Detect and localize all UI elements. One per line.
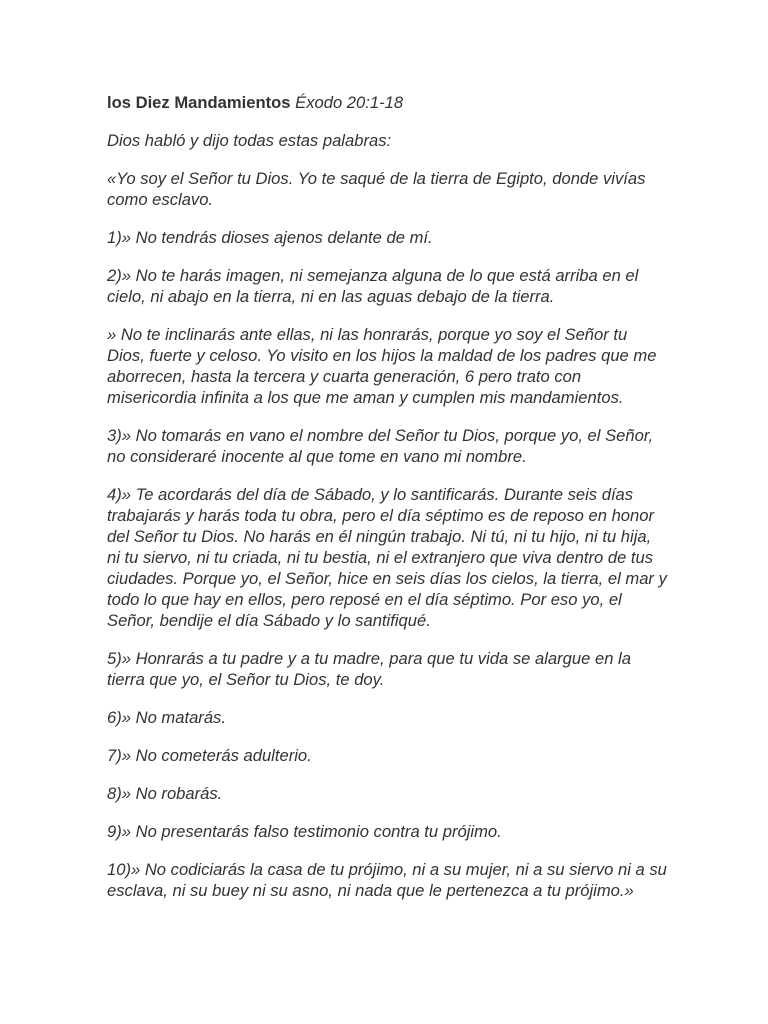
commandment-6: 6)» No matarás. <box>107 708 226 727</box>
commandment-8: 8)» No robarás. <box>107 784 223 803</box>
commandment-10: 10)» No codiciarás la casa de tu prójimo, ni a su mujer, ni a su siervo ni a su esclava, ni su buey ni su asno, ni nada que le pertenezca a tu prójimo.» <box>107 860 667 900</box>
document-page <box>107 92 667 918</box>
document-heading <box>107 92 667 113</box>
intro-paragraph: Dios habló y dijo todas estas palabras: <box>107 131 392 150</box>
scripture-reference: Éxodo 20:1-18 <box>295 93 404 112</box>
commandment-1: 1)» No tendrás dioses ajenos delante de mí. <box>107 228 433 247</box>
commandment-3: 3)» No tomarás en vano el nombre del Señor tu Dios, porque yo, el Señor, no consideraré inocente al que tome en vano mi nombre. <box>107 426 654 466</box>
commandment-5: 5)» Honrarás a tu padre y a tu madre, para que tu vida se alargue en la tierra que yo, el Señor tu Dios, te doy. <box>107 649 631 689</box>
document-title: los Diez Mandamientos <box>107 93 291 112</box>
commandment-9: 9)» No presentarás falso testimonio contra tu prójimo. <box>107 822 502 841</box>
commandment-2-continued: » No te inclinarás ante ellas, ni las honrarás, porque yo soy el Señor tu Dios, fuerte y celoso. Yo visito en los hijos la maldad de los padres que me aborrecen, hasta la tercera y cuarta generación, 6 pero trato con misericordia infinita a los que me aman y cumplen mis mandamientos. <box>107 325 657 407</box>
preamble-paragraph: «Yo soy el Señor tu Dios. Yo te saqué de la tierra de Egipto, donde vivías como esclavo. <box>107 169 646 209</box>
commandment-4: 4)» Te acordarás del día de Sábado, y lo santificarás. Durante seis días trabajarás y harás toda tu obra, pero el día séptimo es de reposo en honor del Señor tu Dios. No harás en él ningún trabajo. Ni tú, ni tu hijo, ni tu hija, ni tu siervo, ni tu criada, ni tu bestia, ni el extranjero que viva dentro de tus ciudades. Porque yo, el Señor, hice en seis días los cielos, la tierra, el mar y todo lo que hay en ellos, pero reposé en el día séptimo. Por eso yo, el Señor, bendije el día Sábado y lo santifiqué. <box>107 485 667 630</box>
commandment-2: 2)» No te harás imagen, ni semejanza alguna de lo que está arriba en el cielo, ni abajo en la tierra, ni en las aguas debajo de la tierra. <box>107 266 639 306</box>
commandment-7: 7)» No cometerás adulterio. <box>107 746 312 765</box>
